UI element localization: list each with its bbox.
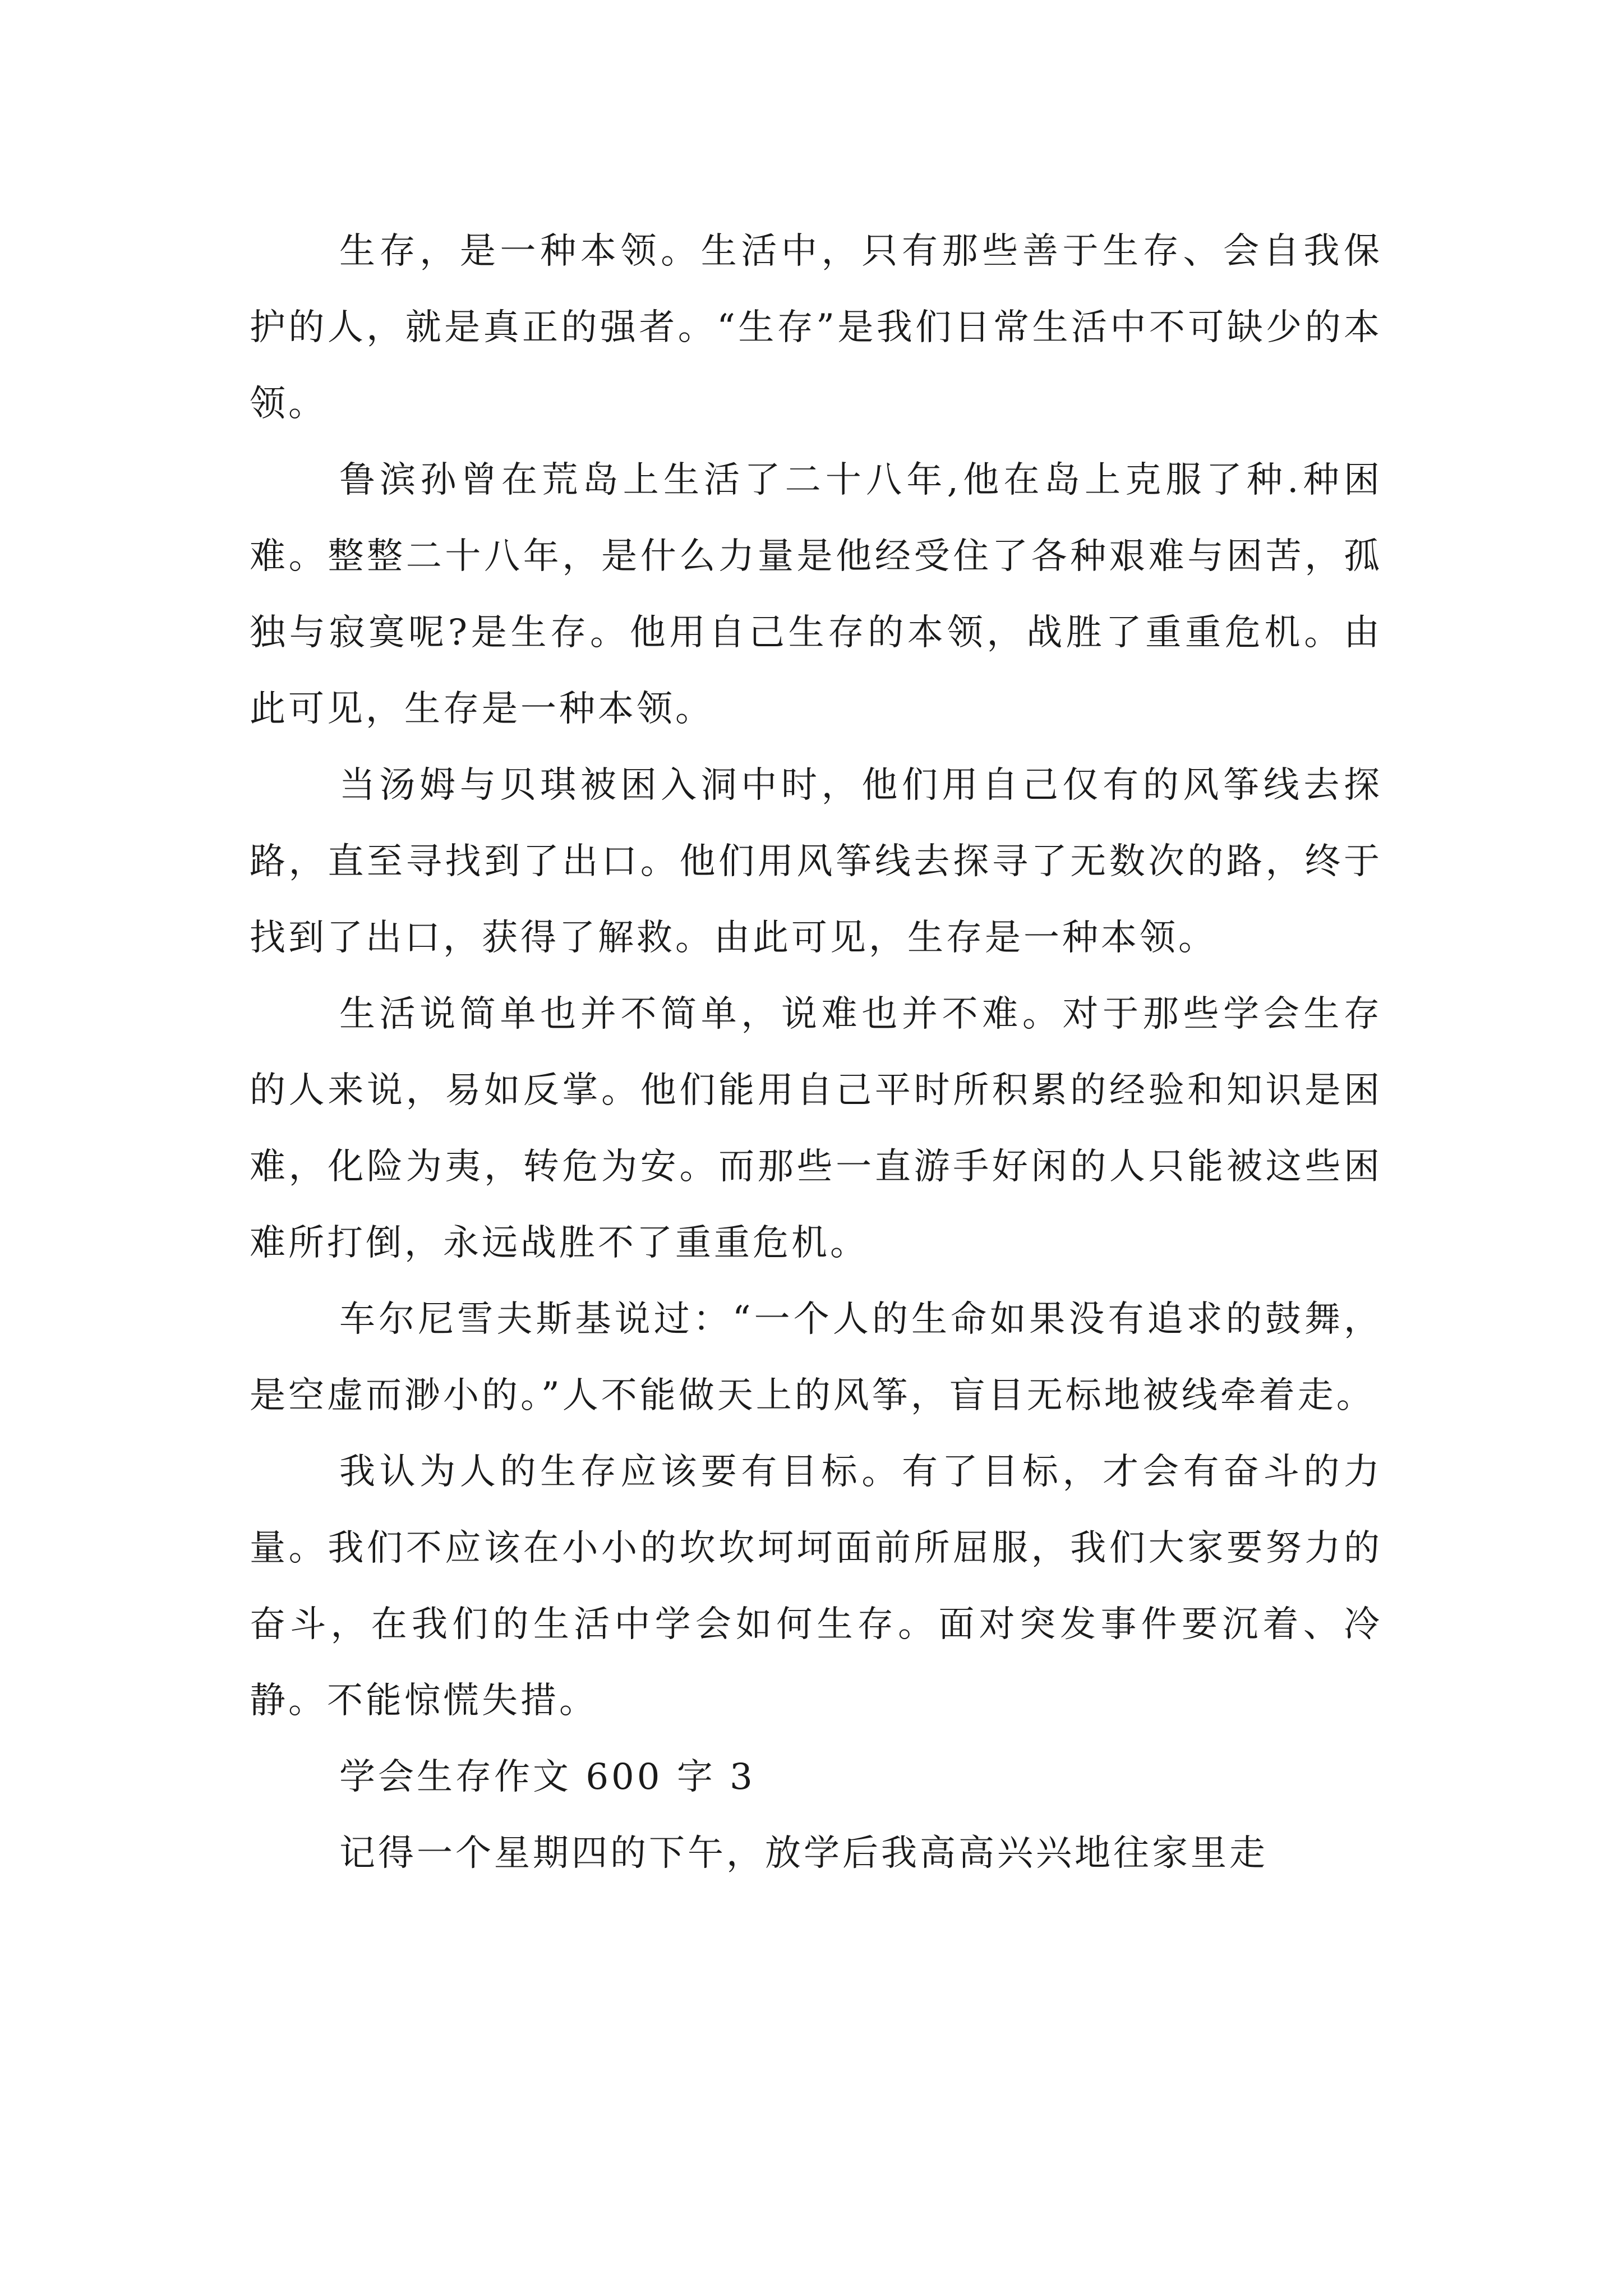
paragraph-closing: 记得一个星期四的下午，放学后我高高兴兴地往家里走 (339, 1833, 1268, 1874)
document-body (250, 213, 1382, 1892)
paragraph-tom-becky: 当汤姆与贝琪被困入洞中时，他们用自己仅有的风筝线去探路，直至寻找到了出口。他们用风筝线去探寻了无数次的路，终于找到了出口，获得了解救。由此可见，生存是一种本领。 (250, 765, 1382, 959)
paragraph-survival-skill: 生存，是一种本领。生活中，只有那些善于生存、会自我保护的人，就是真正的强者。“生存”是我们日常生活中不可缺少的本领。 (250, 231, 1382, 425)
section-title: 学会生存作文 600 字 3 (339, 1756, 755, 1798)
paragraph-robinson: 鲁滨孙曾在荒岛上生活了二十八年,他在岛上克服了种.种困难。整整二十八年，是什么力量是他经受住了各种艰难与困苦，孤独与寂寞呢?是生存。他用自己生存的本领，战胜了重重危机。由此可见，生存是一种本领。 (250, 459, 1382, 730)
paragraph-quote: 车尔尼雪夫斯基说过：“一个人的生命如果没有追求的鼓舞，是空虚而渺小的。”人不能做天上的风筝，盲目无标地被线牵着走。 (250, 1299, 1382, 1416)
paragraph-goals: 我认为人的生存应该要有目标。有了目标，才会有奋斗的力量。我们不应该在小小的坎坎坷坷面前所屈服，我们大家要努力的奋斗，在我们的生活中学会如何生存。面对突发事件要沉着、冷静。不能惊慌失措。 (250, 1451, 1382, 1722)
paragraph-life-simple: 生活说简单也并不简单，说难也并不难。对于那些学会生存的人来说，易如反掌。他们能用自己平时所积累的经验和知识是困难，化险为夷，转危为安。而那些一直游手好闲的人只能被这些困难所打倒，永远战胜不了重重危机。 (250, 993, 1382, 1264)
